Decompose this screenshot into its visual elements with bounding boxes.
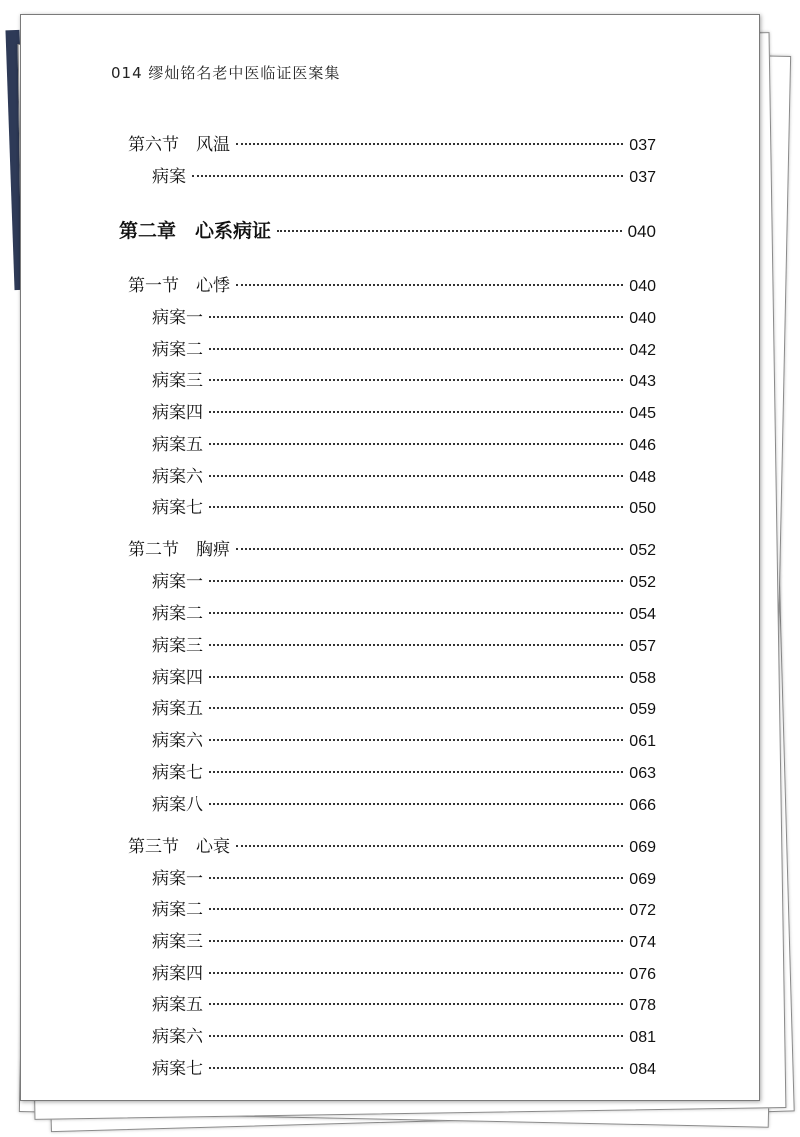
toc-entry-page-number: 037	[629, 137, 656, 154]
toc-entry-case[interactable]	[152, 366, 656, 391]
toc-entry-case[interactable]	[152, 895, 656, 920]
toc-entry-label: 病案四	[152, 403, 203, 423]
toc-entry-label: 第二章 心系病证	[119, 220, 272, 242]
toc-entry-case[interactable]	[152, 631, 656, 656]
toc-entry-page-number: 081	[629, 1029, 656, 1046]
toc-entry-label: 病案一	[152, 869, 203, 889]
toc-entry-page-number: 061	[629, 733, 656, 750]
dot-leader	[209, 475, 623, 477]
toc-entry-case[interactable]	[152, 663, 656, 688]
toc-entry-page-number: 069	[629, 839, 656, 856]
toc-entry-case[interactable]	[152, 1054, 656, 1079]
toc-entry-label: 病案一	[152, 572, 203, 592]
dot-leader	[209, 940, 623, 942]
toc-entry-label: 病案一	[152, 308, 203, 328]
toc-entry-page-number: 042	[629, 342, 656, 359]
dot-leader	[209, 580, 623, 582]
toc-entry-label: 病案二	[152, 340, 203, 360]
toc-entry-section[interactable]	[128, 271, 656, 296]
toc-entry-section[interactable]	[128, 130, 656, 155]
toc-entry-section[interactable]	[128, 535, 656, 560]
dot-leader	[209, 771, 623, 773]
toc-entry-page-number: 066	[629, 797, 656, 814]
toc-entry-label: 病案七	[152, 763, 203, 783]
toc-entry-label: 第三节 心衰	[128, 837, 230, 857]
header-book-title: 缪灿铭名老中医临证医案集	[148, 64, 341, 82]
toc-entry-page-number: 048	[629, 469, 656, 486]
dot-leader	[209, 972, 623, 974]
toc-entry-section[interactable]	[128, 832, 656, 857]
toc-entry-page-number: 037	[629, 169, 656, 186]
dot-leader	[209, 1067, 623, 1069]
toc-entry-page-number: 076	[629, 966, 656, 983]
toc-entry-label: 病案三	[152, 636, 203, 656]
toc-entry-label: 病案五	[152, 995, 203, 1015]
toc-entry-case[interactable]	[152, 1022, 656, 1047]
toc-entry-case[interactable]	[152, 567, 656, 592]
toc-entry-page-number: 040	[629, 278, 656, 295]
toc-entry-case[interactable]	[152, 927, 656, 952]
dot-leader	[236, 845, 623, 847]
toc-entry-label: 病案六	[152, 1027, 203, 1047]
dot-leader	[209, 644, 623, 646]
toc-entry-case[interactable]	[152, 599, 656, 624]
toc-entry-case[interactable]	[152, 335, 656, 360]
toc-entry-case[interactable]	[152, 303, 656, 328]
toc-entry-page-number: 069	[629, 871, 656, 888]
toc-entry-page-number: 063	[629, 765, 656, 782]
toc-entry-page-number: 059	[629, 701, 656, 718]
toc-entry-page-number: 040	[629, 310, 656, 327]
toc-entry-case[interactable]	[152, 162, 656, 187]
toc-entry-label: 病案四	[152, 964, 203, 984]
dot-leader	[209, 411, 623, 413]
toc-entry-page-number: 052	[629, 574, 656, 591]
dot-leader	[192, 175, 623, 177]
dot-leader	[209, 739, 623, 741]
toc-entry-page-number: 058	[629, 670, 656, 687]
toc-entry-case[interactable]	[152, 726, 656, 751]
toc-entry-label: 第六节 风温	[128, 135, 230, 155]
toc-entry-case[interactable]	[152, 864, 656, 889]
dot-leader	[209, 707, 623, 709]
toc-entry-page-number: 057	[629, 638, 656, 655]
toc-entry-page-number: 078	[629, 997, 656, 1014]
dot-leader	[236, 548, 623, 550]
toc-page	[20, 14, 760, 1101]
dot-leader	[209, 379, 623, 381]
toc-entry-label: 病案六	[152, 731, 203, 751]
toc-entry-chapter[interactable]	[119, 216, 656, 243]
toc-entry-label: 病案八	[152, 795, 203, 815]
toc-entry-case[interactable]	[152, 430, 656, 455]
toc-entry-page-number: 084	[629, 1061, 656, 1078]
toc-entry-label: 病案三	[152, 932, 203, 952]
toc-entry-label: 病案	[152, 167, 186, 187]
toc-entry-label: 第二节 胸痹	[128, 540, 230, 560]
dot-leader	[209, 908, 623, 910]
dot-leader	[236, 284, 623, 286]
toc-entry-page-number: 052	[629, 542, 656, 559]
toc-entry-case[interactable]	[152, 694, 656, 719]
toc-entry-label: 病案四	[152, 668, 203, 688]
toc-entry-label: 病案五	[152, 435, 203, 455]
header-page-number: 014	[111, 64, 143, 82]
toc-entry-page-number: 045	[629, 405, 656, 422]
toc-entry-case[interactable]	[152, 959, 656, 984]
toc-entry-label: 第一节 心悸	[128, 276, 230, 296]
dot-leader	[209, 1035, 623, 1037]
toc-entry-case[interactable]	[152, 990, 656, 1015]
toc-entry-case[interactable]	[152, 758, 656, 783]
dot-leader	[209, 348, 623, 350]
toc-entry-page-number: 072	[629, 902, 656, 919]
toc-entry-page-number: 074	[629, 934, 656, 951]
toc-entry-case[interactable]	[152, 398, 656, 423]
dot-leader	[209, 676, 623, 678]
toc-entry-case[interactable]	[152, 493, 656, 518]
dot-leader	[209, 443, 623, 445]
running-header	[111, 62, 340, 83]
dot-leader	[209, 316, 623, 318]
dot-leader	[209, 506, 623, 508]
toc-entry-page-number: 046	[629, 437, 656, 454]
dot-leader	[209, 612, 623, 614]
toc-entry-page-number: 040	[627, 222, 656, 241]
dot-leader	[209, 803, 623, 805]
toc-entry-page-number: 050	[629, 500, 656, 517]
toc-entry-label: 病案六	[152, 467, 203, 487]
toc-entry-label: 病案五	[152, 699, 203, 719]
toc-entry-case[interactable]	[152, 790, 656, 815]
toc-entry-label: 病案三	[152, 371, 203, 391]
toc-entry-page-number: 054	[629, 606, 656, 623]
toc-entry-label: 病案二	[152, 900, 203, 920]
toc-entry-label: 病案七	[152, 1059, 203, 1079]
dot-leader	[277, 230, 622, 232]
dot-leader	[209, 1003, 623, 1005]
toc-entry-label: 病案二	[152, 604, 203, 624]
dot-leader	[236, 143, 623, 145]
toc-entry-label: 病案七	[152, 498, 203, 518]
toc-entry-page-number: 043	[629, 373, 656, 390]
dot-leader	[209, 877, 623, 879]
toc-entry-case[interactable]	[152, 462, 656, 487]
